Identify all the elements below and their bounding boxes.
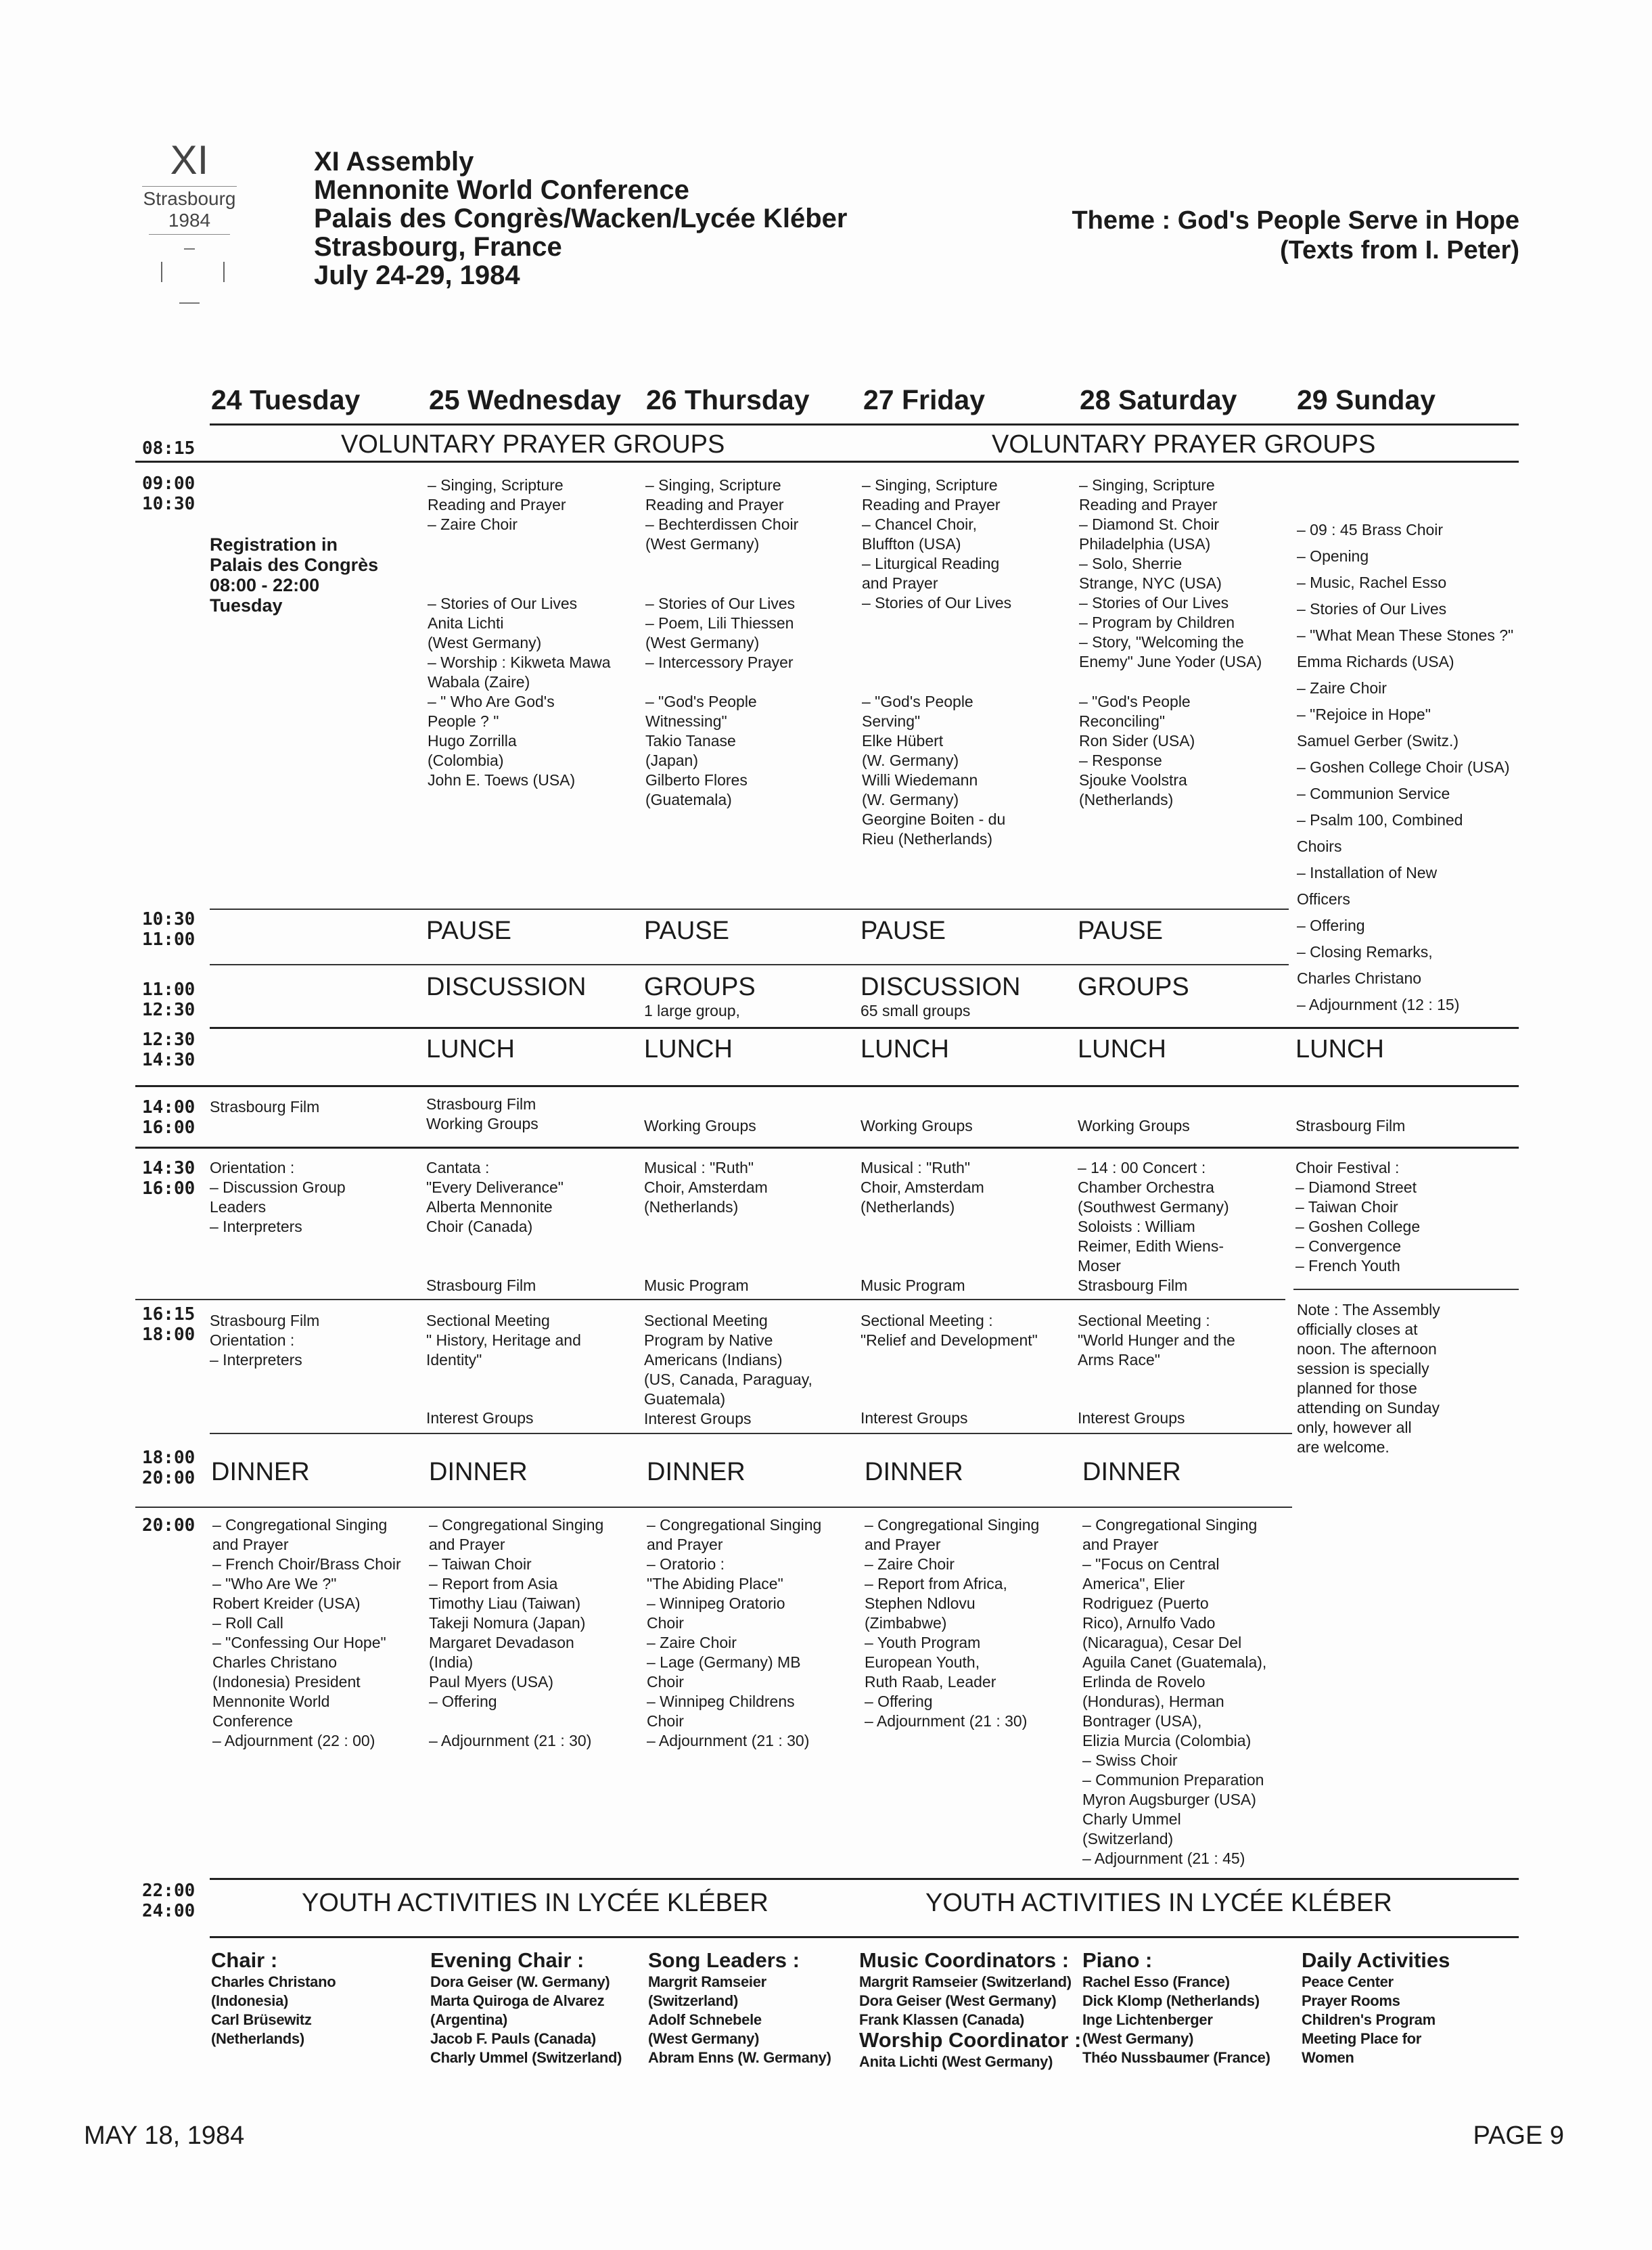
wednesday-sectional-meeting: Sectional Meeting " History, Heritage and Identity" xyxy=(426,1312,581,1369)
friday-music-program: Music Program xyxy=(861,1277,965,1294)
divider xyxy=(210,1878,1519,1880)
footer-date: MAY 18, 1984 xyxy=(84,2121,245,2150)
friday-afternoon-1: Working Groups xyxy=(861,1117,973,1134)
dinner-saturday: DINNER xyxy=(1082,1458,1181,1486)
song-leaders-names: Margrit Ramseier (Switzerland) Adolf Schnebele (West Germany) Abram Enns (W. Germany) xyxy=(648,1973,831,2066)
conference-header xyxy=(314,147,848,290)
friday-evening-program: – Congregational Singing and Prayer – Zaire Choir – Report from Africa, Stephen Ndlovu (Zimbabwe) – Youth Program European Youth, Ruth Raab, Leader – Offering – Adjournment (21 : 30) xyxy=(865,1516,1040,1730)
divider xyxy=(1293,1289,1519,1290)
day-header-tuesday: 24 Tuesday xyxy=(211,384,361,415)
wednesday-morning-1: – Singing, Scripture Reading and Prayer – Zaire Choir xyxy=(428,476,566,533)
lunch-sunday: LUNCH xyxy=(1295,1035,1384,1063)
day-header-saturday: 28 Saturday xyxy=(1080,384,1237,415)
pause-friday: PAUSE xyxy=(861,917,946,945)
divider xyxy=(210,1433,1292,1434)
worship-coordinator-heading: Worship Coordinator : xyxy=(859,2028,1082,2052)
discussion-wednesday: DISCUSSION xyxy=(426,973,587,1001)
tuesday-afternoon-2: Orientation : – Discussion Group Leaders – Interpreters xyxy=(210,1159,346,1235)
time-1600: 16:00 xyxy=(142,1118,196,1138)
tuesday-afternoon-film: Strasbourg Film xyxy=(210,1098,320,1116)
day-header-friday: 27 Friday xyxy=(863,384,986,415)
sunday-closing-note: Note : The Assembly officially closes at noon. The afternoon session is specially planned for those attending on Sunday only, however all are welcome. xyxy=(1297,1301,1440,1456)
large-group-note: 1 large group, xyxy=(644,1002,740,1019)
daily-activities-block xyxy=(1302,1948,1450,2067)
piano-heading: Piano : xyxy=(1082,1948,1153,1972)
song-leaders-block xyxy=(648,1948,831,2067)
dinner-tuesday: DINNER xyxy=(211,1458,310,1486)
youth-activities-left: YOUTH ACTIVITIES IN LYCÉE KLÉBER xyxy=(302,1889,768,1917)
pause-saturday: PAUSE xyxy=(1078,917,1164,945)
header-line-dates: July 24-29, 1984 xyxy=(314,260,520,290)
chair-block xyxy=(211,1948,336,2048)
divider xyxy=(210,1936,1519,1938)
wednesday-afternoon-2-film: Strasbourg Film xyxy=(426,1277,536,1294)
dinner-friday: DINNER xyxy=(865,1458,963,1486)
evening-chair-heading: Evening Chair : xyxy=(430,1948,584,1972)
saturday-morning-1: – Singing, Scripture Reading and Prayer – Diamond St. Choir Philadelphia (USA) – Solo, Sherrie Strange, NYC (USA) – Stories of Our Lives – Program by Children – Story, "Welcoming the Enemy" June Yoder (USA) xyxy=(1079,476,1262,670)
wednesday-afternoon-2: Cantata : "Every Deliverance" Alberta Mennonite Choir (Canada) xyxy=(426,1159,564,1235)
time-1800-2000: 18:00 20:00 xyxy=(142,1448,196,1488)
daily-activities-list: Peace Center Prayer Rooms Children's Program Meeting Place for Women xyxy=(1302,1973,1436,2066)
day-header-wednesday: 25 Wednesday xyxy=(429,384,622,415)
registration-info: Registration in Palais des Congrès 08:00 - 22:00 Tuesday xyxy=(210,534,379,616)
saturday-evening-program: – Congregational Singing and Prayer – "Focus on Central America", Elier Rodriguez (Puerto Rico), Arnulfo Vado (Nicaragua), Cesar Del Aguila Canet (Guatemala), Erlinda de Rovelo (Honduras), Herman Bontrager (USA), Elizia Murcia (Colombia) – Swiss Choir – Communion Preparation Myron Augsburger (USA) Charly Ummel (Switzerland) – Adjournment (21 : 45) xyxy=(1082,1516,1267,1867)
wednesday-morning-2: – Stories of Our Lives Anita Lichti (West Germany) – Worship : Kikweta Mawa Wabala (Zaire) – " Who Are God's People ? " Hugo Zorrilla (Colombia) John E. Toews (USA) xyxy=(428,595,611,789)
sunday-choir-festival: Choir Festival : – Diamond Street – Taiwan Choir – Goshen College – Convergence – French Youth xyxy=(1295,1159,1421,1275)
divider xyxy=(210,964,1289,965)
time-0815: 08:15 xyxy=(142,438,196,459)
divider xyxy=(135,1299,1285,1300)
lunch-wednesday: LUNCH xyxy=(426,1035,515,1063)
dinner-thursday: DINNER xyxy=(647,1458,745,1486)
saturday-morning-2: – "God's People Reconciling" Ron Sider (USA) – Response Sjouke Voolstra (Netherlands) xyxy=(1079,693,1195,808)
day-header-thursday: 26 Thursday xyxy=(646,384,810,415)
friday-afternoon-2: Musical : "Ruth" Choir, Amsterdam (Netherlands) xyxy=(861,1159,984,1216)
chair-heading: Chair : xyxy=(211,1948,278,1972)
time-1230-1430: 12:30 14:30 xyxy=(142,1030,196,1070)
discussion-friday: DISCUSSION xyxy=(861,973,1021,1001)
theme-line: Theme : God's People Serve in Hope xyxy=(1072,206,1519,235)
piano-names: Rachel Esso (France) Dick Klomp (Netherlands) Inge Lichtenberger (West Germany) Théo Nussbaumer (France) xyxy=(1082,1973,1270,2066)
wednesday-interest-groups: Interest Groups xyxy=(426,1409,534,1427)
thursday-evening-program: – Congregational Singing and Prayer – Oratorio : "The Abiding Place" – Winnipeg Oratorio Choir – Zaire Choir – Lage (Germany) MB Choir – Winnipeg Childrens Choir – Adjournment (21 : 30) xyxy=(647,1516,822,1749)
song-leaders-heading: Song Leaders : xyxy=(648,1948,800,1972)
wednesday-evening-program: – Congregational Singing and Prayer – Taiwan Choir – Report from Asia Timothy Liau (Taiwan) Takeji Nomura (Japan) Margaret Devadason (India) Paul Myers (USA) – Offering – Adjournment (21 : 30) xyxy=(429,1516,604,1749)
divider xyxy=(210,909,1289,910)
header-line-assembly: XI Assembly xyxy=(314,147,474,177)
groups-thursday: GROUPS xyxy=(644,973,756,1001)
chair-names: Charles Christano (Indonesia) Carl Brüsewitz (Netherlands) xyxy=(211,1973,336,2047)
sunday-morning-program: – 09 : 45 Brass Choir – Opening – Music, Rachel Esso – Stories of Our Lives – "What Mean These Stones ?" Emma Richards (USA) – Zaire Choir – "Rejoice in Hope" Samuel Gerber (Switz.) – Goshen College Choir (USA) – Communion Service – Psalm 100, Combined Choirs – Installation of New Officers – Offering – Closing Remarks, Charles Christano – Adjournment (12 : 15) xyxy=(1297,521,1514,1013)
thursday-morning-2: – Stories of Our Lives – Poem, Lili Thiessen (West Germany) – Intercessory Prayer xyxy=(645,595,796,671)
thursday-afternoon-2: Musical : "Ruth" Choir, Amsterdam (Netherlands) xyxy=(644,1159,768,1216)
prayer-groups-left: VOLUNTARY PRAYER GROUPS xyxy=(341,430,725,459)
music-coordinators-heading: Music Coordinators : xyxy=(859,1948,1070,1972)
conference-theme xyxy=(1072,206,1519,265)
saturday-afternoon-2: – 14 : 00 Concert : Chamber Orchestra (Southwest Germany) Soloists : William Reimer, Edith Wiens- Moser Strasbourg Film xyxy=(1078,1159,1229,1294)
evening-chair-block xyxy=(430,1948,622,2067)
wednesday-afternoon-1: Strasbourg Film Working Groups xyxy=(426,1095,538,1132)
friday-morning-2: – "God's People Serving" Elke Hübert (W. Germany) Willi Wiedemann (W. Germany) Georgine Boiten - du Rieu (Netherlands) xyxy=(862,693,1006,848)
worship-coordinator-name: Anita Lichti (West Germany) xyxy=(859,2053,1053,2070)
music-coordinators-block xyxy=(859,1948,1081,2071)
lunch-thursday: LUNCH xyxy=(644,1035,733,1063)
lunch-saturday: LUNCH xyxy=(1078,1035,1166,1063)
assembly-logo xyxy=(129,139,250,304)
time-1100-1230: 11:00 12:30 xyxy=(142,980,196,1020)
friday-interest-groups: Interest Groups xyxy=(861,1409,968,1427)
thursday-morning-3: – "God's People Witnessing" Takio Tanase (Japan) Gilberto Flores (Guatemala) xyxy=(645,693,757,808)
groups-saturday: GROUPS xyxy=(1078,973,1189,1001)
saturday-sectional-meeting: Sectional Meeting : "World Hunger and the Arms Race" xyxy=(1078,1312,1235,1369)
lunch-friday: LUNCH xyxy=(861,1035,949,1063)
saturday-afternoon-1: Working Groups xyxy=(1078,1117,1190,1134)
sunday-afternoon-1: Strasbourg Film xyxy=(1295,1117,1406,1134)
tuesday-evening-program: – Congregational Singing and Prayer – French Choir/Brass Choir – "Who Are We ?" Robert Kreider (USA) – Roll Call – "Confessing Our Hope" Charles Christano (Indonesia) President Mennonite World Conference – Adjournment (22 : 00) xyxy=(212,1516,401,1749)
thursday-sectional-meeting: Sectional Meeting Program by Native Americans (Indians) (US, Canada, Paraguay, Guatemala) Interest Groups xyxy=(644,1312,812,1427)
time-2200-2400: 22:00 24:00 xyxy=(142,1881,196,1921)
header-line-venue: Palais des Congrès/Wacken/Lycée Kléber xyxy=(314,204,848,233)
thursday-afternoon-1: Working Groups xyxy=(644,1117,756,1134)
tuesday-afternoon-3: Strasbourg Film Orientation : – Interpreters xyxy=(210,1312,320,1369)
day-header-sunday: 29 Sunday xyxy=(1297,384,1436,415)
pause-wednesday: PAUSE xyxy=(426,917,512,945)
daily-activities-heading: Daily Activities xyxy=(1302,1948,1450,1972)
saturday-interest-groups: Interest Groups xyxy=(1078,1409,1185,1427)
divider xyxy=(210,1027,1519,1029)
divider xyxy=(135,1085,1519,1087)
time-1615-1800: 16:15 18:00 xyxy=(142,1304,196,1345)
music-coordinators-names: Margrit Ramseier (Switzerland) Dora Geiser (West Germany) Frank Klassen (Canada) xyxy=(859,1973,1072,2028)
divider xyxy=(135,1507,1292,1508)
friday-morning-1: – Singing, Scripture Reading and Prayer – Chancel Choir, Bluffton (USA) – Liturgical Reading and Prayer – Stories of Our Lives xyxy=(862,476,1012,612)
time-1430-1600: 14:30 16:00 xyxy=(142,1158,196,1199)
prayer-groups-right: VOLUNTARY PRAYER GROUPS xyxy=(992,430,1376,459)
piano-block xyxy=(1082,1948,1270,2067)
pause-thursday: PAUSE xyxy=(644,917,730,945)
thursday-morning-1: – Singing, Scripture Reading and Prayer – Bechterdissen Choir (West Germany) xyxy=(645,476,799,553)
theme-texts: (Texts from I. Peter) xyxy=(1279,236,1519,265)
header-line-conference: Mennonite World Conference xyxy=(314,175,689,205)
time-1030-1100: 10:30 11:00 xyxy=(142,909,196,950)
divider xyxy=(210,423,1519,426)
youth-activities-right: YOUTH ACTIVITIES IN LYCÉE KLÉBER xyxy=(925,1889,1392,1917)
thursday-music-program: Music Program xyxy=(644,1277,749,1294)
small-groups-note: 65 small groups xyxy=(861,1002,971,1019)
time-1400: 14:00 xyxy=(142,1097,196,1118)
divider xyxy=(135,461,1519,463)
page-number: PAGE 9 xyxy=(1473,2121,1564,2150)
evening-chair-names: Dora Geiser (W. Germany) Marta Quiroga de Alvarez (Argentina) Jacob F. Pauls (Canada) Charly Ummel (Switzerland) xyxy=(430,1973,622,2066)
logo-city: Strasbourg xyxy=(143,188,236,209)
time-0900-1030: 09:00 10:30 xyxy=(142,474,196,514)
dinner-wednesday: DINNER xyxy=(429,1458,528,1486)
divider xyxy=(135,1147,1519,1149)
logo-year: 1984 xyxy=(168,210,211,231)
friday-sectional-meeting: Sectional Meeting : "Relief and Development" xyxy=(861,1312,1038,1349)
header-line-city: Strasbourg, France xyxy=(314,232,562,262)
logo-roman-numeral: XI xyxy=(170,137,209,183)
time-2000: 20:00 xyxy=(142,1515,196,1536)
